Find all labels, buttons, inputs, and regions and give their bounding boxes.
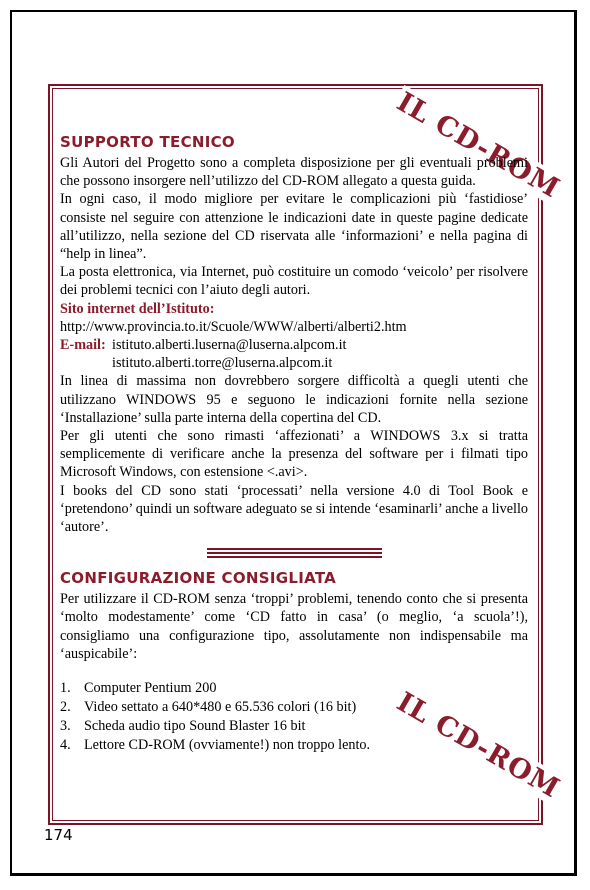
main-content	[60, 132, 528, 755]
email-address-1[interactable]: istituto.alberti.luserna@luserna.alpcom.it	[112, 337, 347, 354]
list-item-text: Lettore CD-ROM (ovviamente!) non troppo lento.	[84, 737, 371, 754]
list-item	[60, 698, 528, 717]
email-row	[60, 354, 528, 372]
config-section-title: CONFIGURAZIONE CONSIGLIATA	[60, 569, 337, 588]
config-list	[60, 679, 528, 755]
list-item-number: 2.	[60, 699, 71, 716]
email-row	[60, 336, 528, 354]
list-item-number: 3.	[60, 718, 71, 735]
email-address-2[interactable]: istituto.alberti.torre@luserna.alpcom.it	[112, 355, 333, 372]
support-paragraph: In ogni caso, il modo migliore per evitare le complicazioni più ‘fastidiose’ consiste nel seguire con attenzione le indicazioni date in queste pagine dedicate all’utilizzo, nella sezione del CD riservata alle ‘informazioni’ e nella pagina di “help in linea”.	[60, 191, 528, 263]
list-item-text: Video settato a 640*480 e 65.536 colori (16 bit)	[84, 699, 357, 716]
support-paragraph: I books del CD sono stati ‘processati’ nella versione 4.0 di Tool Book e ‘pretendono’ quindi un software adeguato se si intende ‘esaminarli’ anche a livello ‘autore’.	[60, 482, 528, 536]
cd-rom-stamp-top: IL CD-ROM	[389, 85, 568, 206]
support-paragraph: Gli Autori del Progetto sono a completa disposizione per gli eventuali problemi che possono insorgere nell’utilizzo del CD-ROM allegato a questa guida.	[60, 155, 528, 190]
list-item-text: Scheda audio tipo Sound Blaster 16 bit	[84, 718, 306, 735]
cd-rom-stamp-bottom: IL CD-ROM	[389, 685, 568, 806]
support-paragraph: Per gli utenti che sono rimasti ‘affezionati’ a WINDOWS 3.x si tratta semplicemente di verificare anche la presenza del software per i filmati tipo Microsoft Windows, con estensione <.avi>.	[60, 428, 528, 481]
list-item	[60, 736, 528, 755]
support-paragraph: La posta elettronica, via Internet, può costituire un comodo ‘veicolo’ per risolvere dei problemi tecnici con l’aiuto degli autori.	[60, 264, 528, 299]
list-item	[60, 679, 528, 698]
list-item-number: 1.	[60, 680, 71, 697]
email-label: E-mail:	[60, 337, 106, 354]
email-label-spacer	[60, 354, 112, 372]
page-number: 174	[44, 826, 73, 844]
site-url[interactable]: http://www.provincia.to.it/Scuole/WWW/alberti/alberti2.htm	[60, 318, 407, 335]
support-section-title: SUPPORTO TECNICO	[60, 133, 235, 151]
config-intro: Per utilizzare il CD-ROM senza ‘troppi’ problemi, tenendo conto che si presenta ‘molto modestamente’ come ‘CD fatto in casa’ (o meglio, ‘a scuola’!), consigliamo una configurazione tipo, assolutamente non indispensabile ma ‘auspicabile’:	[60, 591, 528, 662]
site-label: Sito internet dell’Istituto:	[60, 300, 215, 317]
list-item-number: 4.	[60, 737, 71, 754]
support-paragraph: In linea di massima non dovrebbero sorgere difficoltà a quegli utenti che utilizzano WINDOWS 95 e seguono le indicazioni fornite nella sezione ‘Installazione’ sulla parte interna della copertina del CD.	[60, 373, 528, 426]
list-item-text: Computer Pentium 200	[84, 680, 217, 697]
list-item	[60, 717, 528, 736]
section-divider	[207, 548, 382, 558]
